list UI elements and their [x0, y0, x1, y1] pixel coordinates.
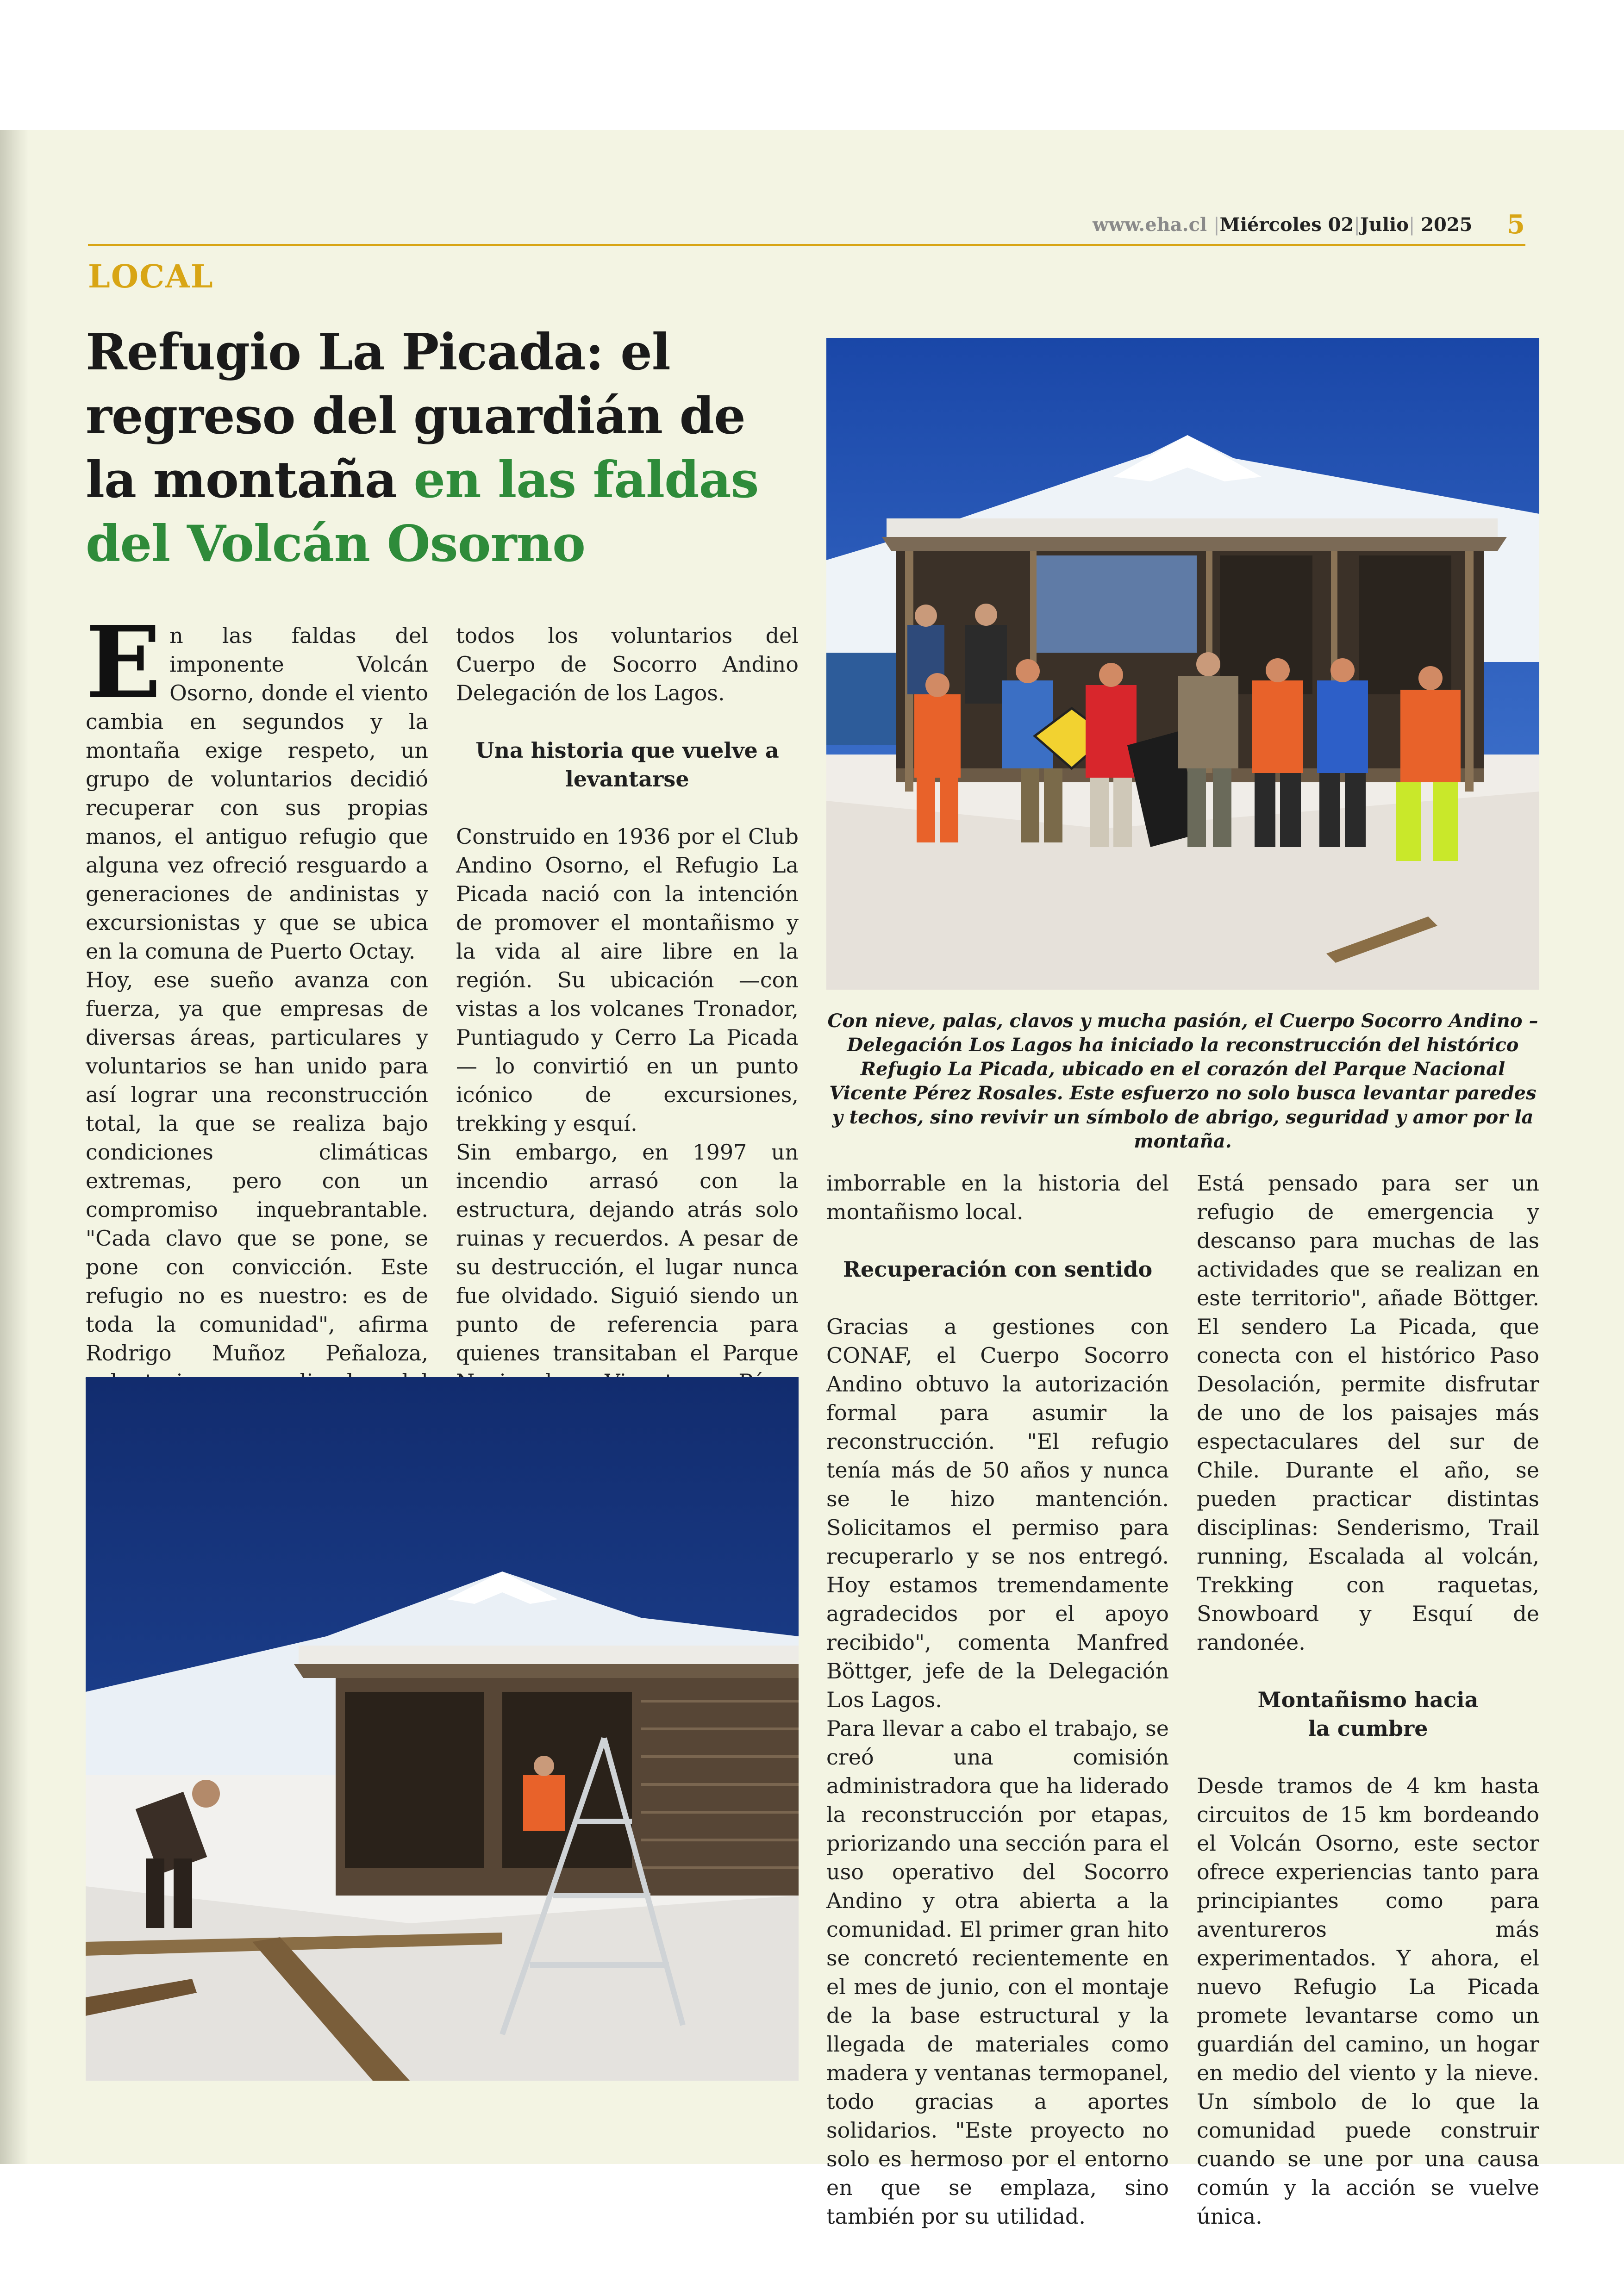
- page-number: 5: [1507, 209, 1525, 240]
- section-label: LOCAL: [88, 258, 214, 295]
- photo-volunteers-illustration: [826, 338, 1539, 990]
- photo-reconstruction-illustration: [86, 1377, 799, 2081]
- article-column-4: [1197, 1169, 1539, 2231]
- subheading: Recuperación con sentido: [843, 1257, 1153, 1282]
- drop-cap: E: [86, 605, 162, 721]
- page-header-info: [1093, 214, 1472, 236]
- paragraph: Para llevar a cabo el trabajo, se creó una comisión administradora que ha liderado la reconstrucción por etapas, priorizando una sección para el uso operativo del Socorro Andino y otra abierta a la comunidad. El primer gran hito se concretó recientemente en el mes de junio, con el montaje de la base estructural y la llegada de materiales como madera y ventanas termopanel, todo gracias a aportes solidarios. "Este proyecto no solo es hermoso por el entorno en que se emplaza, sino también por su utilidad.: [826, 1716, 1169, 2229]
- spacer: [456, 707, 799, 736]
- page-spine-shadow: [0, 130, 29, 2164]
- spacer: [826, 1226, 1169, 1255]
- paragraph: Construido en 1936 por el Club Andino Osorno, el Refugio La Picada nació con la intención de promover el montañismo y la vida al aire libre en la región. Su ubicación —con vistas a los volcanes Tronador, Puntiagudo y Cerro La Picada— lo convirtió en un punto icónico de excursiones, trekking y esquí.: [456, 824, 799, 1136]
- header-day: Miércoles 02: [1219, 214, 1354, 236]
- article-column-2: [456, 621, 799, 1425]
- paragraph: Está pensado para ser un refugio de emergencia y descanso para muchas de las actividades que se realizan en este territorio", añade Böttger. El sendero La Picada, que conecta con el histórico Paso Desolación, permite disfrutar de uno de los paisajes más espectaculares del sur de Chile. Durante el año, se pueden practicar distintas disciplinas: Senderismo, Trail running, Escalada al volcán, Trekking con raquetas, Snowboard y Esquí de randonée.: [1197, 1171, 1539, 1655]
- article-headline: [86, 320, 808, 576]
- subheading: Una historia que vuelve a levantarse: [475, 738, 779, 792]
- subheading-line: la cumbre: [1308, 1716, 1428, 1741]
- paragraph: Desde tramos de 4 km hasta circuitos de 15 km bordeando el Volcán Osorno, este sector ofrece experiencias tanto para principiantes como para aventureros más experimentados. Y ahora, el nuevo Refugio La Picada promete levantarse como un guardián del camino, un hogar en medio del viento y la nieve. Un símbolo de lo que la comunidad puede construir cuando se une por una causa común y la acción se vuelve única.: [1197, 1773, 1539, 2229]
- header-month: Julio: [1360, 214, 1409, 236]
- paragraph: imborrable en la historia del montañismo local.: [826, 1171, 1169, 1224]
- header-rule: [88, 244, 1525, 246]
- header-separator: |: [1213, 214, 1220, 236]
- paragraph: Sin embargo, en 1997 un incendio arrasó con la estructura, dejando atrás solo ruinas y recuerdos. A pesar de su destrucción, el lugar nunca fue olvidado. Siguió siendo un punto de referencia para quienes transitaban el Parque: [456, 1140, 799, 1366]
- subheading: [1197, 1685, 1539, 1743]
- spacer: [1197, 1743, 1539, 1771]
- article-column-1: [86, 605, 428, 1453]
- website-url: www.eha.cl: [1093, 214, 1207, 236]
- article-column-3: [826, 1169, 1169, 2231]
- photo-volunteers-at-refuge: [826, 338, 1539, 990]
- photo-caption: Con nieve, palas, clavos y mucha pasión, el Cuerpo Socorro Andino – Delegación Los Lagos ha iniciado la reconstrucción del histórico Refugio La Picada, ubicado en el corazón del Parque Nacional Vicente Pérez Rosales. Este esfuerzo no solo busca levantar paredes y techos, sino revivir un símbolo de abrigo, seguridad y amor por la montaña.: [827, 1010, 1538, 1152]
- paragraph: Hoy, ese sueño avanza con fuerza, ya que empresas de diversas áreas, particulares y voluntarios se han unido para así lograr una reconstrucción total, la que se realiza bajo condiciones climáticas extremas, pero con un compromiso inquebrantable. "Cada clavo que se pone, se pone con convicción. Este refugio no es nuestro: es de toda la comunidad", afirma Rodrigo Muñoz Peñaloza,: [86, 967, 428, 1366]
- spacer: [826, 1284, 1169, 1312]
- photo-reconstruction-work: [86, 1377, 799, 2081]
- paragraph: Gracias a gestiones con CONAF, el Cuerpo Socorro Andino obtuvo la autorización formal para asumir la reconstrucción. "El refugio tenía más de 50 años y nunca se le hizo mantención. Solicitamos el permiso para recuperarlo y se nos entregó. Hoy estamos tremendamente agradecidos por el apoyo recibido", comenta Manfred Böttger, jefe de la Delegación Los Lagos.: [826, 1314, 1169, 1712]
- headline-black-part: Refugio La Picada: el regreso del guardián de la montaña: [86, 323, 745, 509]
- header-separator: |: [1354, 214, 1360, 236]
- paragraph: todos los voluntarios del Cuerpo de Socorro Andino Delegación de los Lagos.: [456, 623, 799, 705]
- subheading-line: Montañismo hacia: [1257, 1687, 1479, 1712]
- headline-green-part: en las faldas del Volcán Osorno: [86, 451, 759, 573]
- spacer: [456, 793, 799, 822]
- header-separator: |: [1408, 214, 1421, 236]
- paragraph: n las faldas del imponente Volcán Osorno, donde el viento cambia en segundos y la montaña exige respeto, un grupo de voluntarios decidió recuperar con sus propias manos, el antiguo refugio que alguna vez ofreció resguardo a generaciones de andinistas y excursionistas y que se ubica en la comuna de Puerto Octay.: [86, 623, 428, 964]
- header-year: 2025: [1421, 214, 1473, 236]
- spacer: [1197, 1657, 1539, 1685]
